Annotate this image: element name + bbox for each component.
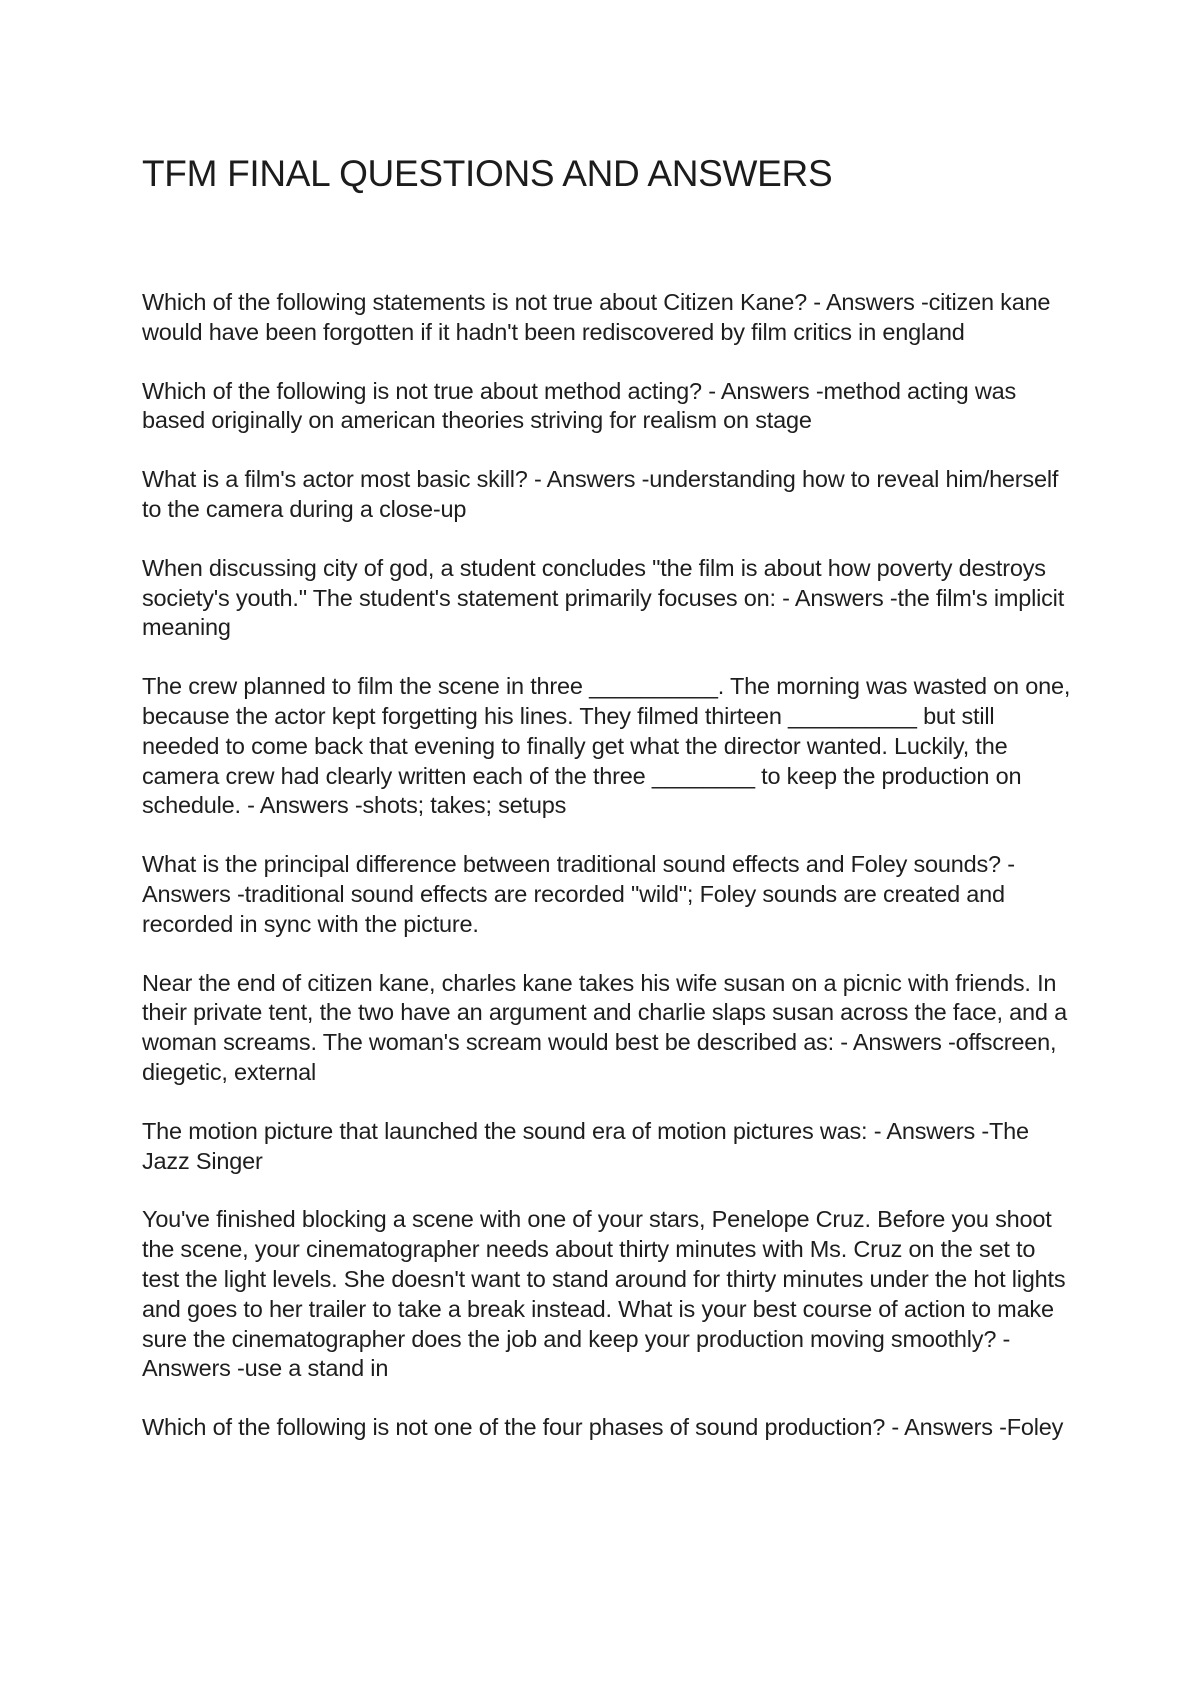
page-title: TFM FINAL QUESTIONS AND ANSWERS	[142, 153, 833, 194]
qa-item: The crew planned to film the scene in three __________. The morning was wasted on one, because the actor kept forgetting his lines. They filmed thirteen __________ but still needed to come back that evening to finally get what the director wanted. Luckily, the camera crew had clearly written each of the three ________ to keep the production on schedule. - Answers -shots; takes; setups	[142, 673, 1071, 819]
qa-item: Which of the following statements is not true about Citizen Kane? - Answers -citizen kane would have been forgotten if it hadn't been rediscovered by film critics in england	[142, 289, 1051, 345]
qa-item: You've finished blocking a scene with one of your stars, Penelope Cruz. Before you shoot the scene, your cinematographer needs about thirty minutes with Ms. Cruz on the set to test the light levels. She doesn't want to stand around for thirty minutes under the hot lights and goes to her trailer to take a break instead. What is your best course of action to make sure the cinematographer does the job and keep your production moving smoothly? - Answers -use a stand in	[142, 1206, 1066, 1382]
qa-item: The motion picture that launched the sound era of motion pictures was: - Answers -The Jazz Singer	[142, 1117, 1029, 1174]
qa-item: Which of the following is not true about method acting? - Answers -method acting was based originally on american theories striving for realism on stage	[142, 377, 1017, 434]
qa-item: Near the end of citizen kane, charles kane takes his wife susan on a picnic with friends. In their private tent, the two have an argument and charlie slaps susan across the face, and a woman screams. The woman's scream would best be described as: - Answers -offscreen, diegetic, external	[142, 969, 1067, 1085]
qa-item: Which of the following is not one of the four phases of sound production? - Answers -Foley	[142, 1414, 1064, 1441]
qa-item: What is a film's actor most basic skill? - Answers -understanding how to reveal him/herself to the camera during a close-up	[142, 466, 1059, 522]
qa-list	[142, 288, 1077, 1472]
qa-item: What is the principal difference between traditional sound effects and Foley sounds? - Answers -traditional sound effects are recorded "wild"; Foley sounds are created and recorded in sync with the picture.	[142, 851, 1015, 937]
qa-item: When discussing city of god, a student concludes "the film is about how poverty destroys society's youth." The student's statement primarily focuses on: - Answers -the film's implicit meaning	[142, 554, 1065, 641]
